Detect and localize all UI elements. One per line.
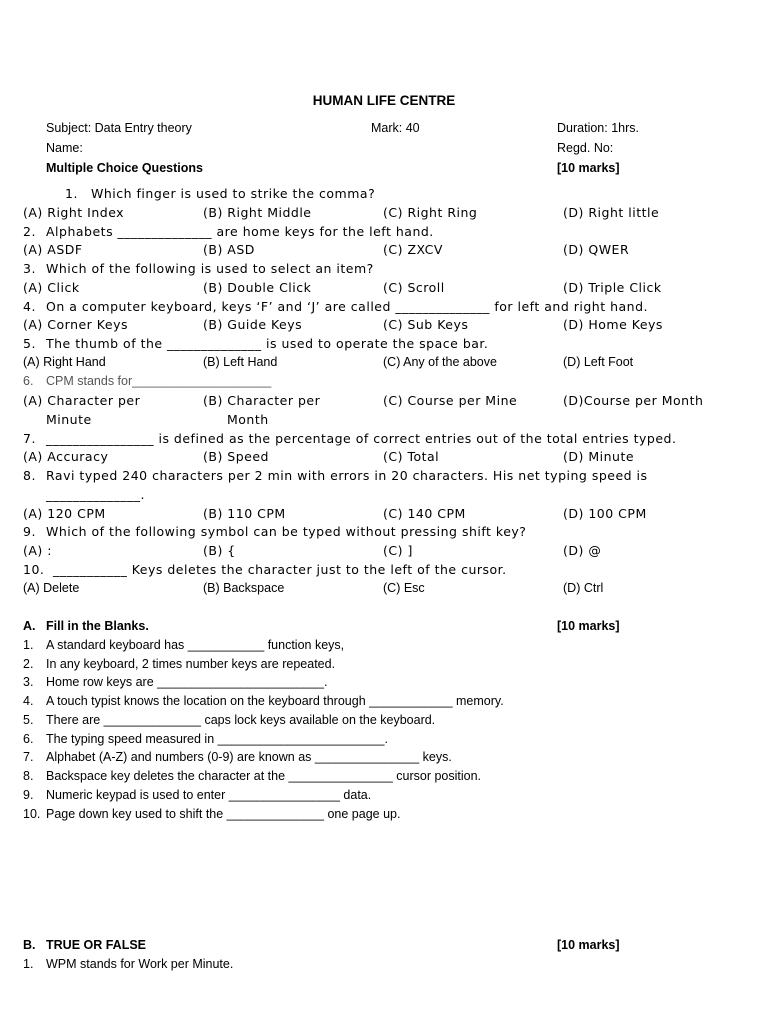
option-d: (D) Triple Click [563,280,662,295]
option-a: (A) 120 CPM [23,506,106,521]
regd-label: Regd. No: [557,141,614,155]
question-number: 6. [23,374,34,388]
option-b: (B) { [203,543,236,558]
option-c: (C) Any of the above [383,355,497,369]
subject-label: Subject: Data Entry theory [46,121,192,135]
option-c: (C) Scroll [383,280,445,295]
option-c: (C) Esc [383,581,425,595]
section-letter: A. [23,619,36,633]
option-d: (D)Course per Month [563,393,704,408]
mcq-heading: Multiple Choice Questions [46,161,203,175]
option-a-continued: Minute [46,412,92,427]
item-text: Backspace key deletes the character at the _______________ cursor position. [46,769,482,783]
option-d: (D) Home Keys [563,317,663,332]
option-b: (B) Speed [203,449,269,464]
question-number: 2. [23,224,36,239]
question-number: 1. [65,186,78,201]
question-number: 7. [23,431,36,446]
option-c: (C) ] [383,543,413,558]
item-text: The typing speed measured in ________________________. [46,732,388,746]
tf-marks: [10 marks] [557,938,620,952]
mcq-marks: [10 marks] [557,161,620,175]
question-text: ________________ is defined as the percentage of correct entries out of the total entries typed. [46,431,677,446]
duration-label: Duration: 1hrs. [557,121,639,135]
item-number: 6. [23,732,34,746]
option-d: (D) Left Foot [563,355,634,369]
question-text: CPM stands for____________________ [46,374,272,388]
option-b: (B) Left Hand [203,355,278,369]
question-number: 5. [23,336,36,351]
option-d: (D) Ctrl [563,581,604,595]
section-letter: B. [23,938,36,952]
tf-heading: TRUE OR FALSE [46,938,147,952]
item-number: 1. [23,957,34,971]
fill-marks: [10 marks] [557,619,620,633]
option-b: (B) Character per [203,393,321,408]
option-c: (C) Course per Mine [383,393,518,408]
option-a: (A) Delete [23,581,80,595]
question-number: 9. [23,524,36,539]
option-a: (A) Character per [23,393,141,408]
option-d: (D) QWER [563,242,630,257]
option-a: (A) Corner Keys [23,317,128,332]
option-d: (D) 100 CPM [563,506,647,521]
item-number: 7. [23,750,34,764]
item-number: 2. [23,657,34,671]
option-b: (B) Double Click [203,280,312,295]
item-number: 3. [23,675,34,689]
option-b: (B) 110 CPM [203,506,286,521]
question-text: Alphabets ______________ are home keys for the left hand. [46,224,434,239]
item-text: A touch typist knows the location on the keyboard through ____________ memory. [46,694,504,708]
option-b: (B) Right Middle [203,205,312,220]
question-text: Which of the following symbol can be typed without pressing shift key? [46,524,527,539]
question-text: The thumb of the ______________ is used to operate the space bar. [46,336,489,351]
item-number: 4. [23,694,34,708]
fill-heading: Fill in the Blanks. [46,619,149,633]
option-c: (C) ZXCV [383,242,443,257]
name-label: Name: [46,141,83,155]
option-a: (A) ASDF [23,242,83,257]
option-a: (A) : [23,543,52,558]
option-a: (A) Right Hand [23,355,106,369]
item-number: 1. [23,638,34,652]
item-number: 9. [23,788,34,802]
option-c: (C) Right Ring [383,205,478,220]
option-c: (C) Total [383,449,440,464]
option-a: (A) Click [23,280,80,295]
option-b: (B) Guide Keys [203,317,303,332]
option-a: (A) Right Index [23,205,125,220]
item-text: WPM stands for Work per Minute. [46,957,234,971]
question-text: ___________ Keys deletes the character just to the left of the cursor. [53,562,507,577]
option-d: (D) Minute [563,449,635,464]
question-number: 10. [23,562,45,577]
item-text: Home row keys are ________________________. [46,675,328,689]
option-b: (B) ASD [203,242,255,257]
item-number: 5. [23,713,34,727]
option-a: (A) Accuracy [23,449,109,464]
item-text: Alphabet (A-Z) and numbers (0-9) are known as _______________ keys. [46,750,452,764]
item-text: A standard keyboard has ___________ function keys, [46,638,345,652]
option-d: (D) Right little [563,205,660,220]
question-number: 8. [23,468,36,483]
option-b: (B) Backspace [203,581,285,595]
item-number: 8. [23,769,34,783]
item-text: Numeric keypad is used to enter ________________ data. [46,788,372,802]
question-text-continued: ______________. [46,487,145,502]
item-text: In any keyboard, 2 times number keys are repeated. [46,657,336,671]
option-c: (C) Sub Keys [383,317,469,332]
option-c: (C) 140 CPM [383,506,466,521]
item-number: 10. [23,807,41,821]
page-title: HUMAN LIFE CENTRE [312,93,456,108]
option-d: (D) @ [563,543,602,558]
question-number: 4. [23,299,36,314]
question-text: Ravi typed 240 characters per 2 min with errors in 20 characters. His net typing speed is [46,468,648,483]
option-b-continued: Month [227,412,269,427]
question-number: 3. [23,261,36,276]
mark-label: Mark: 40 [371,121,420,135]
item-text: There are ______________ caps lock keys available on the keyboard. [46,713,436,727]
item-text: Page down key used to shift the ______________ one page up. [46,807,401,821]
question-text: On a computer keyboard, keys ‘F’ and ‘J’ are called ______________ for left and right hand. [46,299,648,314]
question-text: Which finger is used to strike the comma? [91,186,376,201]
question-text: Which of the following is used to select an item? [46,261,374,276]
